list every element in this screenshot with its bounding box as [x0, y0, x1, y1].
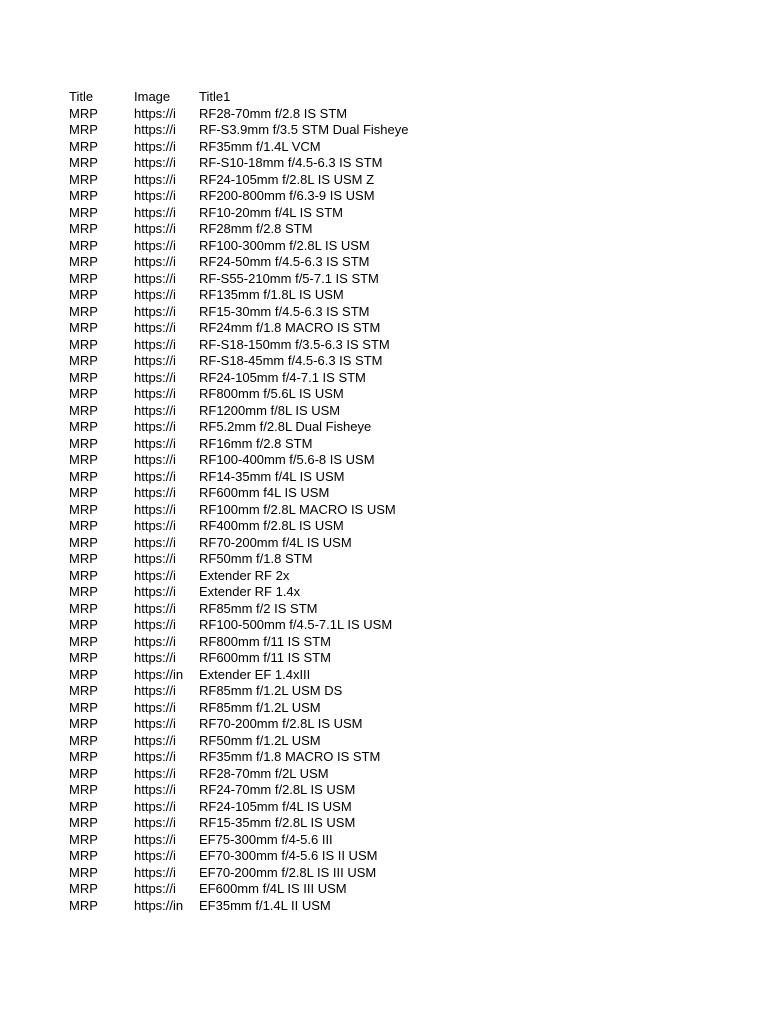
table-row: [69, 766, 719, 783]
image-cell: https://i: [134, 452, 176, 467]
table-row: [69, 700, 719, 717]
table-row: [69, 815, 719, 832]
table-row: [69, 881, 719, 898]
table-row: [69, 782, 719, 799]
title1-cell: RF100-300mm f/2.8L IS USM: [199, 237, 370, 253]
title1-cell: RF28mm f/2.8 STM: [199, 221, 313, 236]
image-cell: https://i: [134, 683, 176, 698]
image-cell: https://i: [134, 765, 176, 781]
image-cell: https://i: [134, 105, 176, 121]
table-row: [69, 733, 719, 750]
image-cell: https://i: [134, 320, 176, 335]
image-cell: https://i: [134, 501, 176, 517]
image-cell: https://i: [134, 864, 176, 880]
image-cell: https://i: [134, 336, 176, 352]
table-row: [69, 337, 719, 354]
image-cell: https://i: [134, 386, 176, 401]
header-cell-image: Image: [134, 89, 171, 104]
image-cell: https://i: [134, 749, 176, 764]
title-cell: MRP: [69, 452, 98, 467]
image-cell: https://i: [134, 287, 176, 302]
title1-cell: RF600mm f4L IS USM: [199, 485, 330, 500]
title1-cell: RF28-70mm f/2.8 IS STM: [199, 105, 348, 121]
title-cell: MRP: [69, 435, 98, 451]
title1-cell: RF24mm f/1.8 MACRO IS STM: [199, 320, 381, 335]
title-cell: MRP: [69, 188, 98, 203]
title-cell: MRP: [69, 551, 98, 566]
image-cell: https://i: [134, 171, 176, 187]
header-cell-title: Title: [69, 89, 94, 104]
table-row: [69, 452, 719, 469]
image-cell: https://i: [134, 716, 176, 731]
image-cell: https://i: [134, 782, 176, 797]
table-row: [69, 271, 719, 288]
title-cell: MRP: [69, 468, 98, 484]
title-cell: MRP: [69, 666, 98, 682]
header-row: [69, 89, 719, 106]
title1-cell: RF85mm f/2 IS STM: [199, 600, 318, 616]
title1-cell: EF70-300mm f/4-5.6 IS II USM: [199, 848, 378, 863]
title1-cell: RF50mm f/1.8 STM: [199, 551, 313, 566]
title1-cell: RF800mm f/5.6L IS USM: [199, 386, 344, 401]
table-row: [69, 287, 719, 304]
title-cell: MRP: [69, 402, 98, 418]
image-cell: https://i: [134, 567, 176, 583]
title-cell: MRP: [69, 171, 98, 187]
title-cell: MRP: [69, 699, 98, 715]
image-cell: https://i: [134, 237, 176, 253]
title-cell: MRP: [69, 221, 98, 236]
title-cell: MRP: [69, 485, 98, 500]
title1-cell: RF-S55-210mm f/5-7.1 IS STM: [199, 270, 379, 286]
title1-cell: Extender RF 2x: [199, 567, 290, 583]
title-cell: MRP: [69, 270, 98, 286]
image-cell: https://i: [134, 584, 176, 599]
title-cell: MRP: [69, 732, 98, 748]
title1-cell: RF-S3.9mm f/3.5 STM Dual Fisheye: [199, 122, 409, 137]
title-cell: MRP: [69, 567, 98, 583]
table-row: [69, 650, 719, 667]
table-row: [69, 304, 719, 321]
title1-cell: RF85mm f/1.2L USM DS: [199, 683, 343, 698]
image-cell: https://i: [134, 534, 176, 550]
title-cell: MRP: [69, 369, 98, 385]
title-cell: MRP: [69, 897, 98, 913]
image-cell: https://i: [134, 485, 176, 500]
title1-cell: RF28-70mm f/2L USM: [199, 765, 329, 781]
table-row: [69, 584, 719, 601]
spreadsheet-table: [69, 89, 719, 914]
table-row: [69, 386, 719, 403]
title1-cell: RF100mm f/2.8L MACRO IS USM: [199, 501, 396, 517]
title1-cell: RF14-35mm f/4L IS USM: [199, 468, 345, 484]
title-cell: MRP: [69, 237, 98, 253]
title-cell: MRP: [69, 518, 98, 533]
image-cell: https://i: [134, 798, 176, 814]
title-cell: MRP: [69, 716, 98, 731]
image-cell: https://i: [134, 122, 176, 137]
title1-cell: RF100-400mm f/5.6-8 IS USM: [199, 452, 375, 467]
title-cell: MRP: [69, 848, 98, 863]
title-cell: MRP: [69, 765, 98, 781]
table-row: [69, 188, 719, 205]
image-cell: https://i: [134, 353, 176, 368]
title1-cell: RF100-500mm f/4.5-7.1L IS USM: [199, 617, 393, 632]
title-cell: MRP: [69, 254, 98, 269]
table-row: [69, 865, 719, 882]
image-cell: https://i: [134, 303, 176, 319]
table-row: [69, 601, 719, 618]
table-row: [69, 106, 719, 123]
title-cell: MRP: [69, 633, 98, 649]
image-cell: https://i: [134, 650, 176, 665]
title-cell: MRP: [69, 864, 98, 880]
title1-cell: RF200-800mm f/6.3-9 IS USM: [199, 188, 375, 203]
table-row: [69, 172, 719, 189]
title1-cell: RF35mm f/1.8 MACRO IS STM: [199, 749, 381, 764]
title1-cell: RF10-20mm f/4L IS STM: [199, 204, 343, 220]
image-cell: https://i: [134, 369, 176, 385]
image-cell: https://i: [134, 221, 176, 236]
title-cell: MRP: [69, 798, 98, 814]
table-row: [69, 139, 719, 156]
title-cell: MRP: [69, 122, 98, 137]
image-cell: https://i: [134, 732, 176, 748]
table-row: [69, 155, 719, 172]
title-cell: MRP: [69, 155, 98, 170]
table-row: [69, 848, 719, 865]
title-cell: MRP: [69, 303, 98, 319]
image-cell: https://i: [134, 188, 176, 203]
title1-cell: RF24-70mm f/2.8L IS USM: [199, 782, 356, 797]
table-row: [69, 518, 719, 535]
table-row: [69, 898, 719, 915]
image-cell: https://i: [134, 402, 176, 418]
table-row: [69, 122, 719, 139]
title1-cell: RF5.2mm f/2.8L Dual Fisheye: [199, 419, 372, 434]
image-cell: https://i: [134, 270, 176, 286]
title1-cell: RF400mm f/2.8L IS USM: [199, 518, 344, 533]
image-cell: https://i: [134, 551, 176, 566]
title1-cell: RF24-105mm f/4-7.1 IS STM: [199, 369, 366, 385]
title1-cell: Extender EF 1.4xIII: [199, 666, 311, 682]
title-cell: MRP: [69, 320, 98, 335]
table-row: [69, 205, 719, 222]
title1-cell: EF75-300mm f/4-5.6 III: [199, 831, 333, 847]
header-cell-title1: Title1: [199, 89, 231, 104]
image-cell: https://i: [134, 815, 176, 830]
table-row: [69, 551, 719, 568]
title1-cell: RF85mm f/1.2L USM: [199, 699, 321, 715]
table-row: [69, 502, 719, 519]
table-row: [69, 568, 719, 585]
table-row: [69, 254, 719, 271]
image-cell: https://i: [134, 155, 176, 170]
title-cell: MRP: [69, 353, 98, 368]
title-cell: MRP: [69, 386, 98, 401]
title1-cell: EF35mm f/1.4L II USM: [199, 897, 331, 913]
table-row: [69, 634, 719, 651]
title-cell: MRP: [69, 336, 98, 352]
title1-cell: RF800mm f/11 IS STM: [199, 633, 331, 649]
image-cell: https://in: [134, 666, 184, 682]
table-row: [69, 617, 719, 634]
table-row: [69, 683, 719, 700]
image-cell: https://i: [134, 419, 176, 434]
table-row: [69, 370, 719, 387]
title1-cell: RF135mm f/1.8L IS USM: [199, 287, 344, 302]
image-cell: https://i: [134, 617, 176, 632]
image-cell: https://i: [134, 435, 176, 451]
image-cell: https://i: [134, 204, 176, 220]
image-cell: https://in: [134, 897, 184, 913]
title1-cell: RF70-200mm f/4L IS USM: [199, 534, 352, 550]
title-cell: MRP: [69, 204, 98, 220]
table-row: [69, 221, 719, 238]
image-cell: https://i: [134, 633, 176, 649]
table-row: [69, 535, 719, 552]
table-row: [69, 320, 719, 337]
table-row: [69, 799, 719, 816]
title1-cell: RF15-30mm f/4.5-6.3 IS STM: [199, 303, 370, 319]
title-cell: MRP: [69, 831, 98, 847]
title1-cell: RF35mm f/1.4L VCM: [199, 138, 321, 154]
image-cell: https://i: [134, 138, 176, 154]
title-cell: MRP: [69, 584, 98, 599]
title1-cell: RF70-200mm f/2.8L IS USM: [199, 716, 363, 731]
table-row: [69, 403, 719, 420]
image-cell: https://i: [134, 468, 176, 484]
title1-cell: RF16mm f/2.8 STM: [199, 435, 313, 451]
title-cell: MRP: [69, 138, 98, 154]
table-row: [69, 832, 719, 849]
title1-cell: RF1200mm f/8L IS USM: [199, 402, 341, 418]
table-row: [69, 353, 719, 370]
table-row: [69, 436, 719, 453]
title1-cell: Extender RF 1.4x: [199, 584, 301, 599]
title1-cell: RF-S10-18mm f/4.5-6.3 IS STM: [199, 155, 383, 170]
table-row: [69, 485, 719, 502]
title1-cell: RF-S18-150mm f/3.5-6.3 IS STM: [199, 336, 390, 352]
table-body: [69, 106, 719, 915]
title-cell: MRP: [69, 749, 98, 764]
title-cell: MRP: [69, 419, 98, 434]
title1-cell: RF600mm f/11 IS STM: [199, 650, 331, 665]
title-cell: MRP: [69, 617, 98, 632]
title-cell: MRP: [69, 287, 98, 302]
title1-cell: EF600mm f/4L IS III USM: [199, 881, 347, 896]
table-row: [69, 749, 719, 766]
title-cell: MRP: [69, 881, 98, 896]
title-cell: MRP: [69, 534, 98, 550]
title-cell: MRP: [69, 815, 98, 830]
title1-cell: RF15-35mm f/2.8L IS USM: [199, 815, 356, 830]
title1-cell: RF24-105mm f/2.8L IS USM Z: [199, 171, 375, 187]
image-cell: https://i: [134, 881, 176, 896]
title-cell: MRP: [69, 650, 98, 665]
image-cell: https://i: [134, 254, 176, 269]
image-cell: https://i: [134, 518, 176, 533]
title-cell: MRP: [69, 501, 98, 517]
title-cell: MRP: [69, 105, 98, 121]
title-cell: MRP: [69, 782, 98, 797]
title1-cell: RF50mm f/1.2L USM: [199, 732, 321, 748]
image-cell: https://i: [134, 831, 176, 847]
image-cell: https://i: [134, 699, 176, 715]
image-cell: https://i: [134, 848, 176, 863]
title1-cell: RF-S18-45mm f/4.5-6.3 IS STM: [199, 353, 383, 368]
table-row: [69, 469, 719, 486]
table-row: [69, 716, 719, 733]
image-cell: https://i: [134, 600, 176, 616]
title1-cell: RF24-50mm f/4.5-6.3 IS STM: [199, 254, 370, 269]
table-row: [69, 667, 719, 684]
title-cell: MRP: [69, 600, 98, 616]
title-cell: MRP: [69, 683, 98, 698]
title1-cell: RF24-105mm f/4L IS USM: [199, 798, 352, 814]
title1-cell: EF70-200mm f/2.8L IS III USM: [199, 864, 377, 880]
table-row: [69, 419, 719, 436]
table-row: [69, 238, 719, 255]
